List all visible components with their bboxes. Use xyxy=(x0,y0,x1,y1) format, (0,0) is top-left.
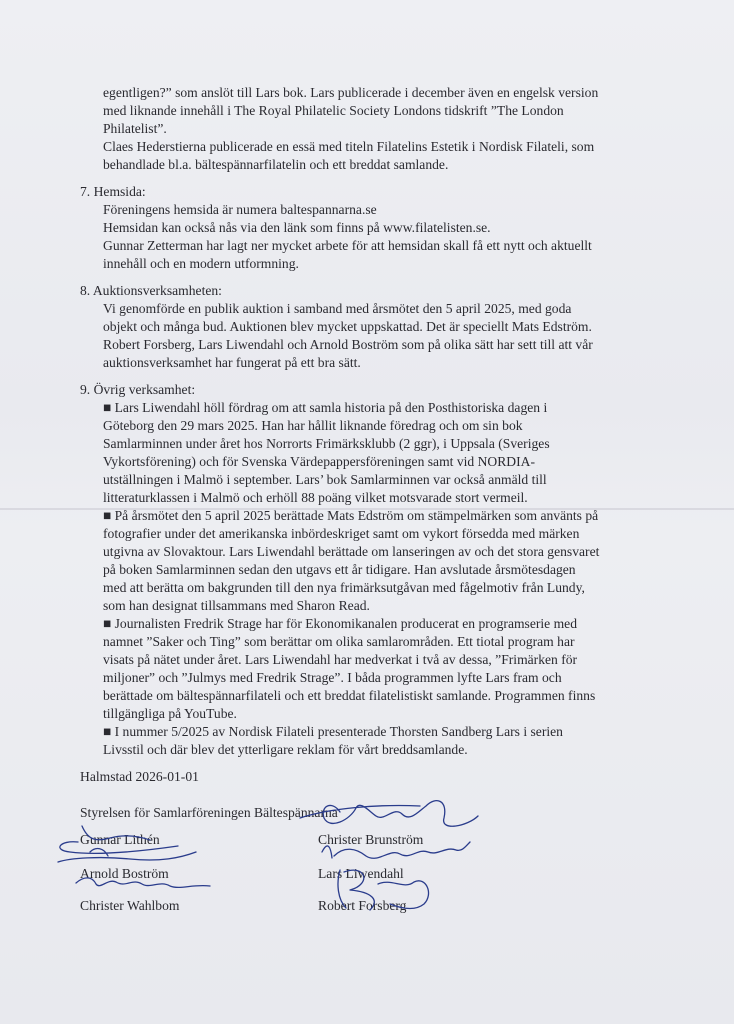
text-line: tillgängliga på YouTube. xyxy=(103,706,237,721)
signatory-name: Lars Liwendahl xyxy=(318,866,404,881)
text-line: ■ Journalisten Fredrik Strage har för Ekonomikanalen producerat en programserie med xyxy=(103,616,578,631)
text-line: Robert Forsberg, Lars Liwendahl och Arnold Boström som på olika sätt har sett till att vår xyxy=(103,337,593,352)
board-title: Styrelsen för Samlarföreningen Bältespännarna xyxy=(80,805,338,820)
text-line: Göteborg den 29 mars 2025. Han har hållit liknande föredrag och om sin bok xyxy=(103,418,523,433)
signatory-name: Arnold Boström xyxy=(80,866,169,881)
text-line: ■ I nummer 5/2025 av Nordisk Filateli presenterade Thorsten Sandberg Lars i serien xyxy=(103,724,563,739)
text-line: namnet ”Saker och Ting” som berättar om olika samlarområden. Ett tiotal program har xyxy=(103,634,575,649)
text-line: med att berätta om bakgrunden till den nya frimärksutgåvan med fågelmotiv från Lundy, xyxy=(103,580,585,595)
text-line: berättade om bältespännarfilateli och ett breddat filatelistiskt samlande. Programmen finns xyxy=(103,688,596,703)
text-line: Samlarminnen under året hos Norrorts Frimärksklubb (2 ggr), i Uppsala (Sveriges xyxy=(103,436,550,451)
signatory-name: Christer Brunström xyxy=(318,832,424,847)
text-line: Föreningens hemsida är numera baltespannarna.se xyxy=(103,202,377,217)
signature-brunstrom xyxy=(300,801,478,827)
text-line: behandlade bl.a. bältespännarfilatelin och ett breddat samlande. xyxy=(103,157,449,172)
date-line: Halmstad 2026-01-01 xyxy=(80,769,199,784)
text-line: innehåll och en modern utformning. xyxy=(103,256,299,271)
text-line: egentligen?” som anslöt till Lars bok. Lars publicerade i december även en engelsk version xyxy=(103,85,599,100)
section-heading: 9. Övrig verksamhet: xyxy=(80,382,196,397)
text-line: Philatelist”. xyxy=(103,121,167,136)
text-line: Vi genomförde en publik auktion i samband med årsmötet den 5 april 2025, med goda xyxy=(103,301,572,316)
text-line: Hemsidan kan också nås via den länk som finns på www.filatelisten.se. xyxy=(103,220,491,235)
text-line: visats på nätet under året. Lars Liwendahl har medverkat i två av dessa, ”Frimärken för xyxy=(103,652,578,667)
signature-liwendahl xyxy=(322,842,470,858)
text-line: ■ På årsmötet den 5 april 2025 berättade Mats Edström om stämpelmärken som använts på xyxy=(103,508,599,523)
signatory-name: Gunnar Lithén xyxy=(80,832,160,847)
text-line: på boken Samlarminnen sedan den utgavs ett år tidigare. Han avslutade årsmötesdagen xyxy=(103,562,576,577)
signature-lithen xyxy=(60,826,178,853)
text-line: utgivna av Slovaktour. Lars Liwendahl berättade om lanseringen av och det stora gensvaret xyxy=(103,544,600,559)
text-line: Livsstil och där blev det ytterligare reklam för vårt breddsamlande. xyxy=(103,742,468,757)
text-line: Claes Hederstierna publicerade en essä med titeln Filatelins Estetik i Nordisk Filateli, som xyxy=(103,139,595,154)
text-line: ■ Lars Liwendahl höll fördrag om att samla historia på den Posthistoriska dagen i xyxy=(103,400,548,415)
text-line: utställningen i Malmö i september. Lars’ bok Samlarminnen var också anmäld till xyxy=(103,472,547,487)
section-heading: 8. Auktionsverksamheten: xyxy=(80,283,222,298)
signature-bostrom xyxy=(58,849,196,862)
signatory-name: Christer Wahlbom xyxy=(80,898,180,913)
text-line: auktionsverksamhet har fungerat på ett bra sätt. xyxy=(103,355,361,370)
text-line: objekt och många bud. Auktionen blev mycket uppskattad. Det är speciellt Mats Edström. xyxy=(103,319,592,334)
signature-wahlbom xyxy=(76,878,210,888)
text-line: Vykortsförening) och för Svenska Värdepappersföreningen samt vid NORDIA- xyxy=(103,454,535,469)
text-line: som han designat tillsammans med Sharon Read. xyxy=(103,598,370,613)
text-line: med liknande innehåll i The Royal Philatelic Society Londons tidskrift ”The London xyxy=(103,103,564,118)
text-line: miljoner” och ”Julmys med Fredrik Strage”. I båda programmen lyfte Lars fram och xyxy=(103,670,562,685)
text-line: litteraturklassen i Malmö och erhöll 88 poäng vilket motsvarade stort vermeil. xyxy=(103,490,528,505)
text-line: Gunnar Zetterman har lagt ner mycket arbete för att hemsidan skall få ett nytt och aktuellt xyxy=(103,238,592,253)
section-heading: 7. Hemsida: xyxy=(80,184,146,199)
text-line: fotografier under det amerikanska inbördeskriget samt om vykort försedda med märken xyxy=(103,526,580,541)
signatory-name: Robert Forsberg xyxy=(318,898,407,913)
signature-forsberg xyxy=(338,870,429,910)
